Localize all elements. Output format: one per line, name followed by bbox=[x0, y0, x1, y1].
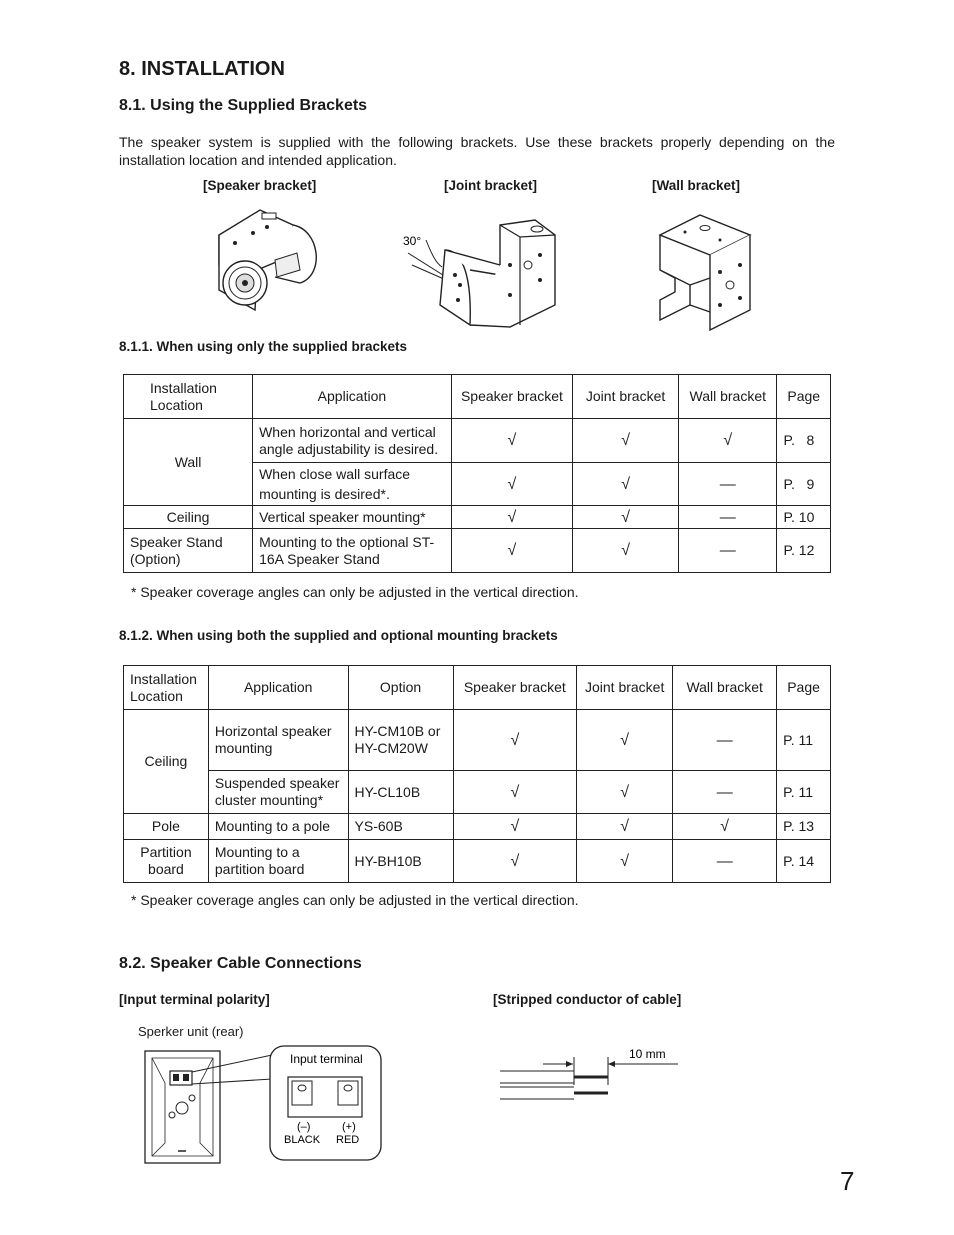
check-mark: √ bbox=[453, 771, 577, 814]
table1-cell-application: When horizontal and vertical angle adjustability is desired. bbox=[253, 419, 452, 463]
strip-length-label: 10 mm bbox=[629, 1047, 666, 1061]
table2-header-page: Page bbox=[777, 666, 831, 710]
table-supplied-brackets bbox=[123, 374, 831, 573]
check-mark: √ bbox=[577, 840, 673, 883]
table1-header-wall: Wall bracket bbox=[679, 375, 777, 419]
check-mark: √ bbox=[679, 419, 777, 463]
table1-header-row bbox=[124, 375, 831, 419]
check-mark: √ bbox=[451, 419, 572, 463]
check-mark: √ bbox=[577, 771, 673, 814]
stripped-label: [Stripped conductor of cable] bbox=[493, 992, 682, 1007]
table2-cell-page: P. 13 bbox=[777, 814, 831, 840]
check-mark: √ bbox=[573, 419, 679, 463]
check-mark: √ bbox=[573, 506, 679, 529]
check-mark: √ bbox=[451, 529, 572, 573]
terminal-pos-label: (+) bbox=[342, 1121, 356, 1133]
speaker-bracket-illustration bbox=[205, 205, 330, 315]
table-row bbox=[124, 710, 831, 771]
table2-cell-location: Ceiling bbox=[124, 710, 209, 814]
check-mark: √ bbox=[451, 506, 572, 529]
table2-cell-option: HY-CM10B or HY-CM20W bbox=[348, 710, 453, 771]
table2-cell-option: HY-BH10B bbox=[348, 840, 453, 883]
table1-cell-application: Vertical speaker mounting* bbox=[253, 506, 452, 529]
terminal-red-label: RED bbox=[336, 1134, 360, 1146]
check-mark: √ bbox=[573, 463, 679, 506]
dash-mark: — bbox=[679, 529, 777, 573]
joint-bracket-label: [Joint bracket] bbox=[444, 178, 538, 193]
table2-footnote: * Speaker coverage angles can only be adjusted in the vertical direction. bbox=[131, 892, 579, 908]
table-row bbox=[124, 419, 831, 463]
table1-cell-page: P. 10 bbox=[777, 506, 831, 529]
stripped-conductor-illustration bbox=[498, 1040, 683, 1105]
table2-cell-option: YS-60B bbox=[348, 814, 453, 840]
table1-title: 8.1.1. When using only the supplied brackets bbox=[119, 339, 408, 354]
terminal-black-label: BLACK bbox=[284, 1134, 321, 1146]
table2-header-row bbox=[124, 666, 831, 710]
table-row bbox=[124, 506, 831, 529]
polarity-label: [Input terminal polarity] bbox=[119, 992, 270, 1007]
check-mark: √ bbox=[573, 529, 679, 573]
angle-label: 30° bbox=[403, 234, 422, 248]
wall-bracket-label: [Wall bracket] bbox=[652, 178, 741, 193]
table1-cell-location: Wall bbox=[124, 419, 253, 506]
speaker-bracket-label: [Speaker bracket] bbox=[203, 178, 317, 193]
table2-header-joint: Joint bracket bbox=[577, 666, 673, 710]
table1-header-application: Application bbox=[253, 375, 452, 419]
table2-cell-application: Suspended speaker cluster mounting* bbox=[208, 771, 348, 814]
check-mark: √ bbox=[577, 710, 673, 771]
table1-header-page: Page bbox=[777, 375, 831, 419]
table2-header-wall: Wall bracket bbox=[673, 666, 777, 710]
check-mark: √ bbox=[451, 463, 572, 506]
dash-mark: — bbox=[679, 463, 777, 506]
table2-cell-page: P. 14 bbox=[777, 840, 831, 883]
table-row bbox=[124, 840, 831, 883]
speaker-rear-illustration bbox=[140, 1043, 385, 1168]
check-mark: √ bbox=[577, 814, 673, 840]
subsection-title-cable: 8.2. Speaker Cable Connections bbox=[119, 955, 362, 972]
terminal-neg-label: (–) bbox=[297, 1121, 311, 1133]
table2-header-speaker: Speaker bracket bbox=[453, 666, 577, 710]
dash-mark: — bbox=[679, 506, 777, 529]
table1-header-joint: Joint bracket bbox=[573, 375, 679, 419]
table-row bbox=[124, 814, 831, 840]
table2-title: 8.1.2. When using both the supplied and optional mounting brackets bbox=[119, 628, 558, 643]
table2-cell-location: Partition board bbox=[124, 840, 209, 883]
table2-cell-location: Pole bbox=[124, 814, 209, 840]
table2-header-application: Application bbox=[208, 666, 348, 710]
table2-header-option: Option bbox=[348, 666, 453, 710]
table1-cell-page: P. 12 bbox=[777, 529, 831, 573]
table1-cell-location: Speaker Stand (Option) bbox=[124, 529, 253, 573]
dash-mark: — bbox=[673, 840, 777, 883]
table1-header-location: Installation Location bbox=[124, 375, 253, 419]
table2-cell-application: Mounting to a partition board bbox=[208, 840, 348, 883]
table2-cell-application: Mounting to a pole bbox=[208, 814, 348, 840]
joint-bracket-illustration bbox=[400, 215, 560, 330]
intro-paragraph: The speaker system is supplied with the following brackets. Use these brackets properly depending on the installation location and intended application. bbox=[119, 134, 835, 168]
table-row bbox=[124, 529, 831, 573]
table1-cell-application: Mounting to the optional ST-16A Speaker Stand bbox=[253, 529, 452, 573]
dash-mark: — bbox=[673, 771, 777, 814]
table1-cell-page: P. 8 bbox=[777, 419, 831, 463]
table1-cell-location: Ceiling bbox=[124, 506, 253, 529]
table-row bbox=[124, 771, 831, 814]
table1-footnote: * Speaker coverage angles can only be adjusted in the vertical direction. bbox=[131, 584, 579, 600]
table2-cell-option: HY-CL10B bbox=[348, 771, 453, 814]
table1-header-speaker: Speaker bracket bbox=[451, 375, 572, 419]
subsection-title-brackets: 8.1. Using the Supplied Brackets bbox=[119, 97, 368, 114]
check-mark: √ bbox=[673, 814, 777, 840]
wall-bracket-illustration bbox=[655, 210, 755, 335]
table2-cell-page: P. 11 bbox=[777, 771, 831, 814]
check-mark: √ bbox=[453, 814, 577, 840]
table-optional-brackets bbox=[123, 665, 831, 883]
table1-cell-application: When close wall surface mounting is desired*. bbox=[253, 463, 452, 506]
rear-label: Sperker unit (rear) bbox=[138, 1024, 244, 1039]
check-mark: √ bbox=[453, 840, 577, 883]
check-mark: √ bbox=[453, 710, 577, 771]
table2-header-location: Installation Location bbox=[124, 666, 209, 710]
page-number: 7 bbox=[840, 1166, 855, 1196]
table2-cell-application: Horizontal speaker mounting bbox=[208, 710, 348, 771]
table2-cell-page: P. 11 bbox=[777, 710, 831, 771]
input-terminal-label: Input terminal bbox=[290, 1052, 363, 1066]
dash-mark: — bbox=[673, 710, 777, 771]
table1-cell-page: P. 9 bbox=[777, 463, 831, 506]
section-title: 8. INSTALLATION bbox=[119, 58, 285, 80]
